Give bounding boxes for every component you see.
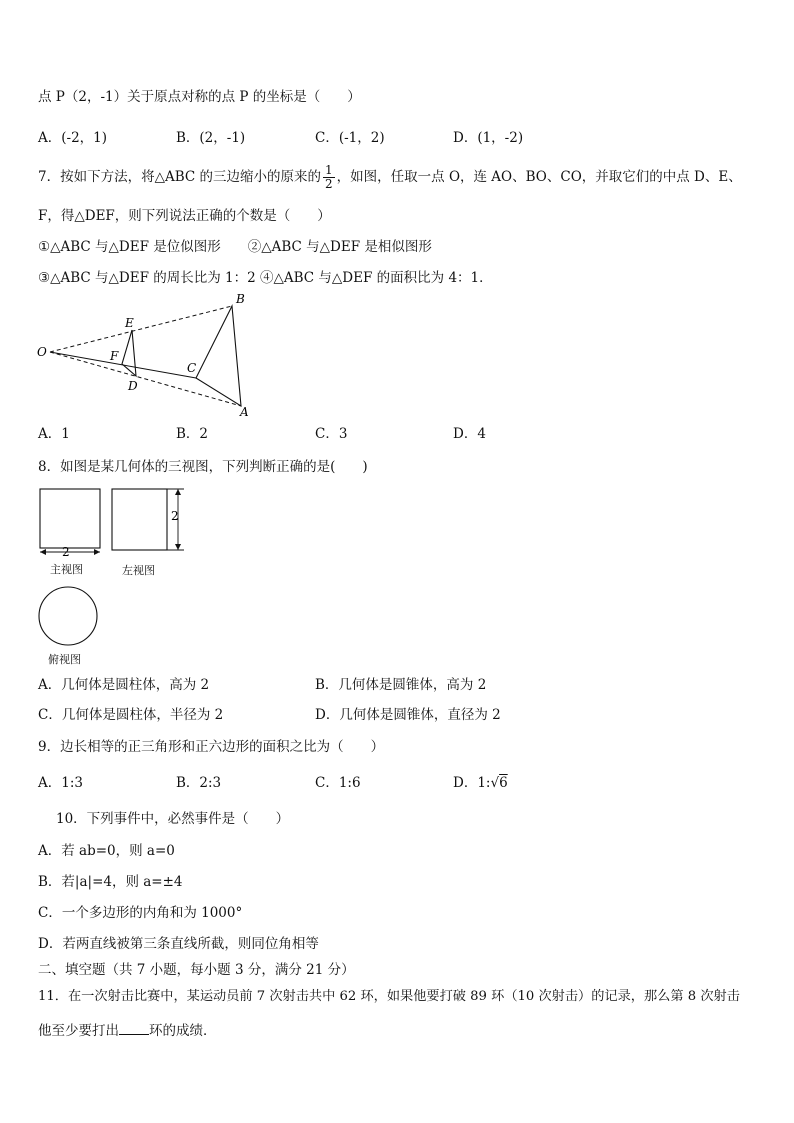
q6-option-b: B．(2，-1): [176, 130, 246, 146]
answer-blank[interactable]: [119, 1020, 149, 1035]
q7-stem-part-a: 7．按如下方法，将△ABC 的三边缩小的原来的: [38, 169, 322, 185]
q6-stem: 点 P（2，-1）关于原点对称的点 P 的坐标是（ ）: [38, 89, 361, 105]
front-view-caption: 主视图: [50, 563, 83, 576]
q8-option-c: C．几何体是圆柱体，半径为 2: [38, 707, 224, 723]
front-view-dimension-label: 2: [62, 545, 70, 559]
q6-option-a: A．(-2，1): [38, 130, 108, 146]
top-view-caption: 俯视图: [48, 653, 81, 666]
q11-stem-line2: [38, 1020, 217, 1040]
side-view-arrow-top: [175, 489, 181, 495]
q10-option-d: D．若两直线被第三条直线所截，则同位角相等: [38, 936, 319, 952]
q8-option-b: B．几何体是圆锥体，高为 2: [315, 677, 487, 693]
q9-option-c: C．1:6: [315, 775, 361, 791]
q9-option-d-radicand: 6: [499, 775, 508, 791]
label-C: C: [187, 361, 197, 375]
q9-option-a: A．1:3: [38, 775, 83, 791]
q10-option-c: C．一个多边形的内角和为 1000°: [38, 905, 243, 921]
label-A: A: [240, 405, 249, 419]
side-view-caption: 左视图: [122, 564, 155, 577]
q11-text-after-blank: 环的成绩．: [149, 1023, 217, 1039]
q10-option-a: A．若 ab=0，则 a=0: [38, 843, 175, 859]
q9-stem: 9．边长相等的正三角形和正六边形的面积之比为（ ）: [38, 739, 385, 755]
label-F: F: [110, 349, 119, 363]
q9-option-d-text: D．1:: [453, 775, 491, 791]
side-view-arrow-bottom: [175, 544, 181, 550]
label-B: B: [236, 292, 245, 306]
q7-stem-line2: F，得△DEF，则下列说法正确的个数是（ ）: [38, 208, 331, 224]
front-view-square: [40, 489, 100, 548]
label-O: O: [37, 345, 47, 359]
side-view-square: [112, 489, 167, 550]
q8-option-d: D．几何体是圆锥体，直径为 2: [315, 707, 501, 723]
q8-option-a: A．几何体是圆柱体，高为 2: [38, 677, 210, 693]
section-heading: 二、填空题（共 7 小题，每小题 3 分，满分 21 分）: [38, 962, 355, 978]
q9-option-d: [453, 774, 508, 792]
q7-statements-3-4: ③△ABC 与△DEF 的周长比为 1：2 ④△ABC 与△DEF 的面积比为 4：1．: [38, 270, 493, 286]
side-view-dimension-label: 2: [171, 509, 179, 523]
q7-fraction-denominator: 2: [325, 177, 333, 191]
q7-option-d: D．4: [453, 426, 486, 442]
q11-stem-line1: 11．在一次射击比赛中，某运动员前 7 次射击共中 62 环，如果他要打破 89 环（10 次射击）的记录，那么第 8 次射击: [38, 989, 740, 1004]
q7-stem-part-b: ，如图，任取一点 O，连 AO、BO、CO，并取它们的中点 D、E、: [336, 169, 742, 185]
label-E: E: [125, 316, 134, 330]
q7-option-a: A．1: [38, 426, 70, 442]
q7-option-c: C．3: [315, 426, 348, 442]
q7-fraction-numerator: 1: [325, 163, 333, 177]
q10-option-b: B．若|a|=4，则 a=±4: [38, 874, 183, 890]
q7-statements-1-2: ①△ABC 与△DEF 是位似图形 ②△ABC 与△DEF 是相似图形: [38, 239, 432, 255]
q9-option-b: B．2:3: [176, 775, 222, 791]
q11-text-before-blank: 他至少要打出: [38, 1023, 119, 1039]
q6-option-c: C．(-1，2): [315, 130, 385, 146]
front-view-arrow-right: [94, 549, 100, 555]
q7-option-b: B．2: [176, 426, 209, 442]
front-view-arrow-left: [40, 549, 46, 555]
label-D: D: [128, 379, 138, 393]
q8-stem: 8．如图是某几何体的三视图，下列判断正确的是( ): [38, 459, 368, 475]
sqrt-sign-icon: √: [490, 775, 500, 791]
q6-option-d: D．(1，-2): [453, 130, 524, 146]
top-view-circle: [39, 587, 97, 645]
q10-stem: 10．下列事件中，必然事件是（ ）: [56, 811, 290, 827]
